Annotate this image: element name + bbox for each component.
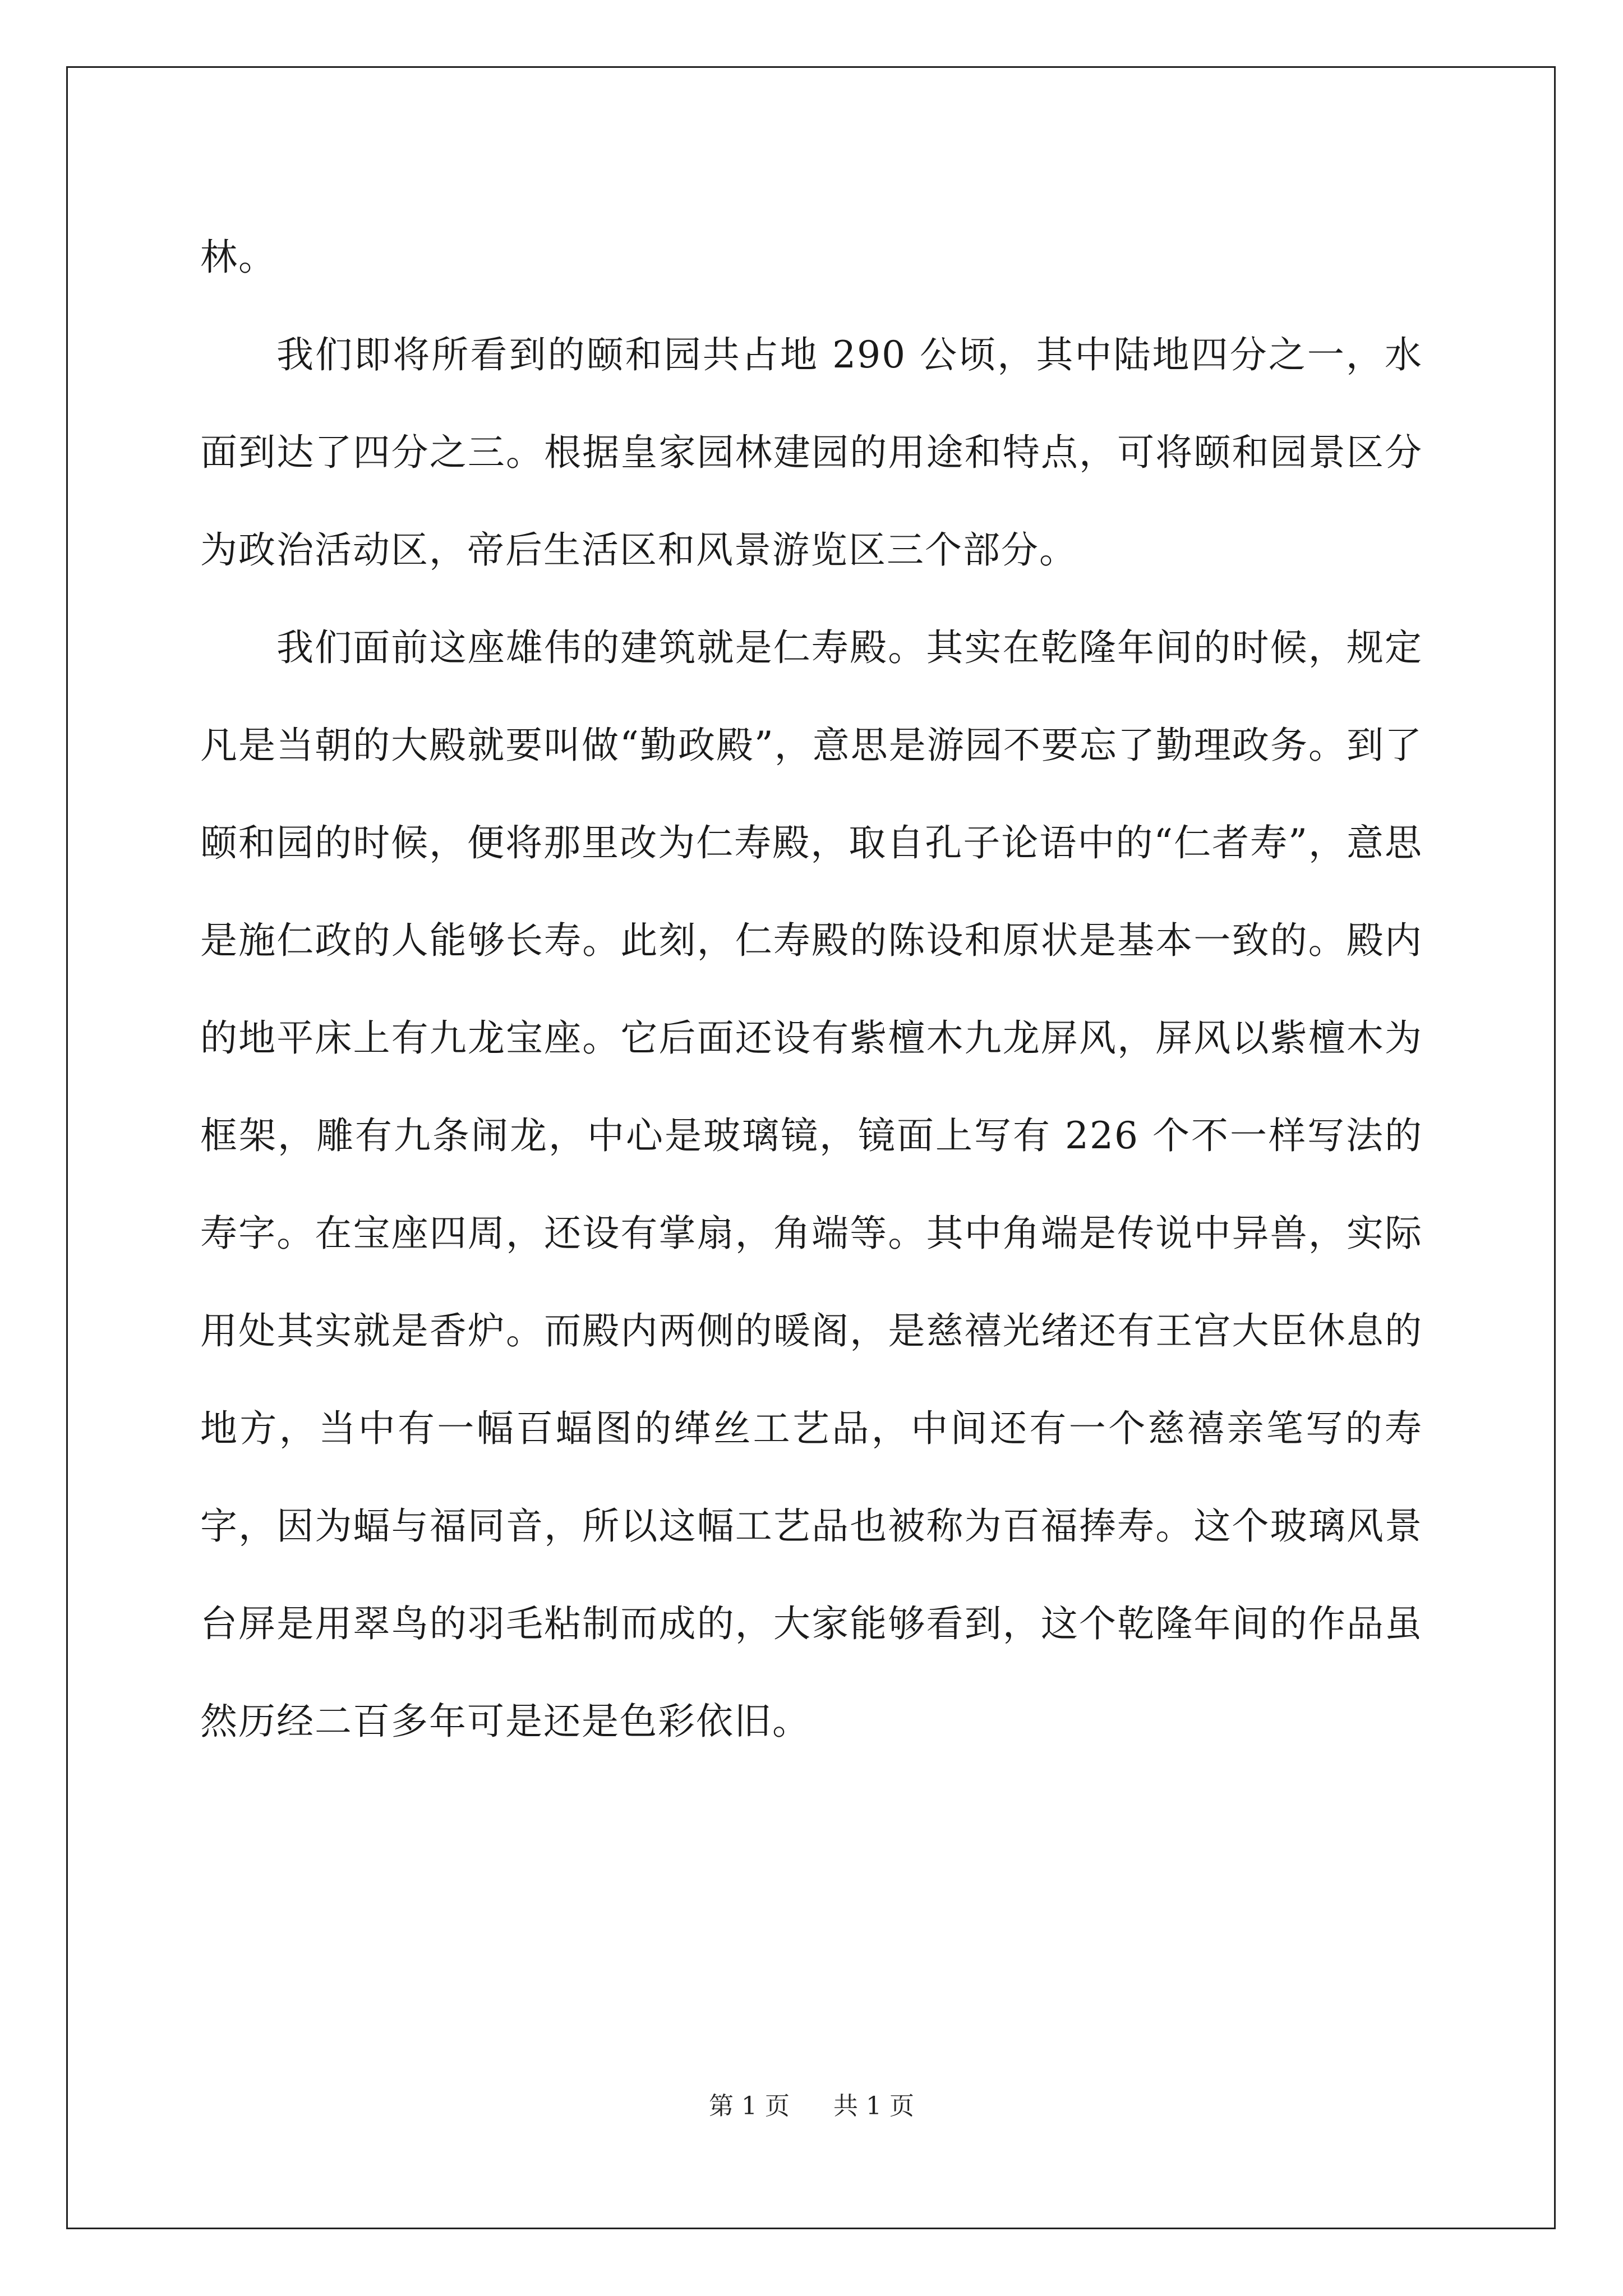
- page-number: 第 1 页: [709, 2092, 790, 2120]
- document-body: [200, 209, 1423, 1770]
- paragraph-park-area: 我们即将所看到的颐和园共占地 290 公顷，其中陆地四分之一，水面到达了四分之三。根据皇家园林建园的用途和特点，可将颐和园景区分为政治活动区，帝后生活区和风景游览区三个部分。: [200, 333, 1423, 572]
- paragraph-continuation: 林。: [200, 236, 276, 279]
- paragraph-renshou-hall: 我们面前这座雄伟的建筑就是仁寿殿。其实在乾隆年间的时候，规定凡是当朝的大殿就要叫做“勤政殿”，意思是游园不要忘了勤理政务。到了颐和园的时候，便将那里改为仁寿殿，取自孔子论语中的“仁者寿”，意思是施仁政的人能够长寿。此刻，仁寿殿的陈设和原状是基本一致的。殿内的地平床上有九龙宝座。它后面还设有紫檀木九龙屏风，屏风以紫檀木为框架，雕有九条闹龙，中心是玻璃镜，镜面上写有 226 个不一样写法的寿字。在宝座四周，还设有掌扇，角端等。其中角端是传说中异兽，实际用处其实就是香炉。而殿内两侧的暖阁，是慈禧光绪还有王宫大臣休息的地方，当中有一幅百蝠图的缂丝工艺品，中间还有一个慈禧亲笔写的寿字，因为蝠与福同音，所以这幅工艺品也被称为百福捧寿。这个玻璃风景台屏是用翠鸟的羽毛粘制而成的，大家能够看到，这个乾隆年间的作品虽然历经二百多年可是还是色彩依旧。: [200, 626, 1423, 1743]
- page-footer: [0, 2090, 1623, 2123]
- page-total: 共 1 页: [833, 2092, 914, 2120]
